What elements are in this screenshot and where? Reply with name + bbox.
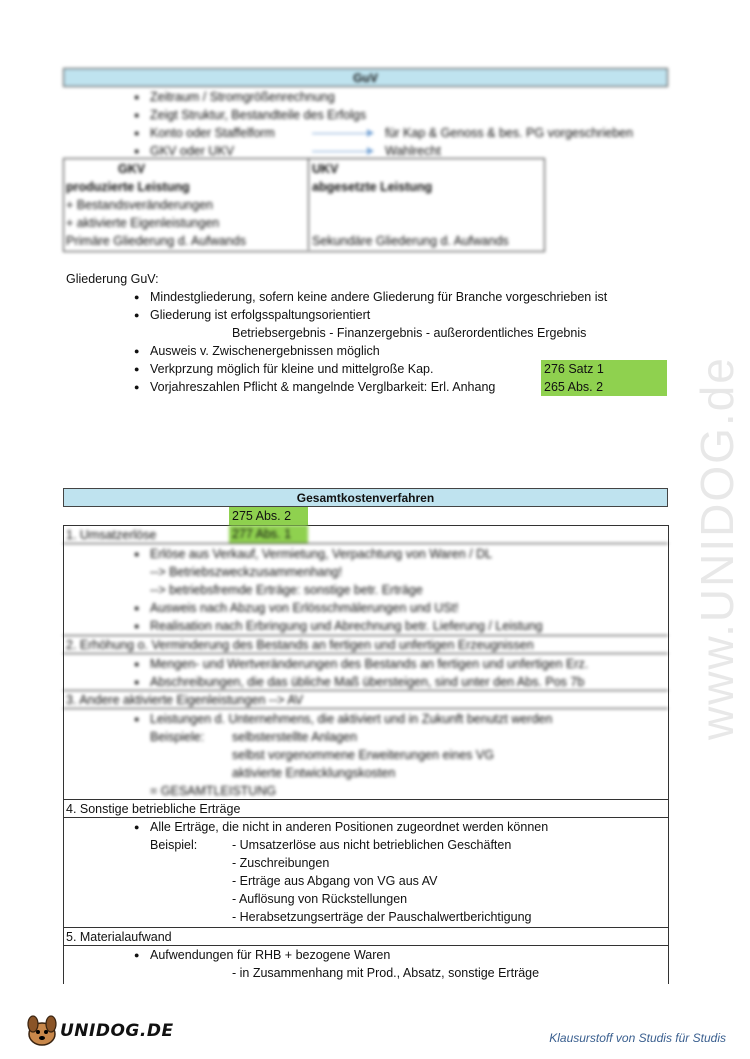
sec4-example: - Herabsetzungserträge der Pauschalwertberichtigung <box>232 910 532 924</box>
sec1-line: ● Erlöse aus Verkauf, Vermietung, Verpachtung von Waren / DL <box>150 545 492 563</box>
sec3-total: = GESAMTLEISTUNG <box>150 784 277 798</box>
gkv-box-sub: produzierte Leistung <box>66 180 190 194</box>
gliederung-bullet: ● Ausweis v. Zwischenergebnissen möglich <box>150 342 380 360</box>
sec4-beispiel: Beispiel: <box>150 838 198 852</box>
sec1-line: --> Betriebszweckzusammenhang! <box>150 565 343 579</box>
ukv-box-sub: abgesetzte Leistung <box>312 180 433 194</box>
sec4-title: 4. Sonstige betriebliche Erträge <box>66 802 241 816</box>
sec2-line: ● Abschreibungen, die das übliche Maß übersteigen, sind unter den Abs. Pos 7b <box>150 673 584 691</box>
sec4-example: - Umsatzerlöse aus nicht betrieblichen Geschäften <box>232 838 512 852</box>
row-divider <box>63 653 668 654</box>
top-bullet: ● Zeigt Struktur, Bestandteile des Erfolgs <box>150 106 366 124</box>
gkv-box-foot: Primäre Gliederung d. Aufwands <box>66 234 246 248</box>
guv-header: GuV <box>63 68 668 87</box>
gkv-box-title: GKV <box>118 162 146 176</box>
sec1-line: --> betriebsfremde Erträge: sonstige betr. Erträge <box>150 583 423 597</box>
arrow-icon <box>312 133 372 134</box>
sec4-example: - Auflösung von Rückstellungen <box>232 892 408 906</box>
sec1-line: ● Ausweis nach Abzug von Erlösschmälerungen und USt! <box>150 599 459 617</box>
gkv-ref-badge: 277 Abs. 1 <box>229 525 308 543</box>
watermark-text: www.UNIDOG.de <box>691 356 743 740</box>
box-divider <box>308 158 309 250</box>
arrow-text: für Kap & Genoss & bes. PG vorgeschrieben <box>385 126 634 140</box>
row-divider <box>63 708 668 709</box>
sec3-beispiel: Beispiele: <box>150 730 205 744</box>
sec1-line: ● Realisation nach Erbringung und Abrechnung betr. Lieferung / Leistung <box>150 617 543 635</box>
dog-icon <box>22 1012 62 1048</box>
gliederung-title: Gliederung GuV: <box>66 272 159 286</box>
gkv-box-line: + Bestandsveränderungen <box>66 198 213 212</box>
sec3-example: selbst vorgenommene Erweiterungen eines VG <box>232 748 494 762</box>
sec1-title: 1. Umsatzerlöse <box>66 528 157 542</box>
gkv-ref-badge: 275 Abs. 2 <box>229 507 308 525</box>
gkv-header: Gesamtkostenverfahren <box>63 488 668 507</box>
ref-badge: 276 Satz 1 <box>541 360 667 378</box>
top-bullet: ● Zeitraum / Stromgrößenrechnung <box>150 88 335 106</box>
row-divider <box>63 543 668 544</box>
sec2-title: 2. Erhöhung o. Verminderung des Bestands an fertigen und unfertigen Erzeugnissen <box>66 638 534 652</box>
gliederung-bullet: ● Gliederung ist erfolgsspaltungsorientiert <box>150 306 370 324</box>
sec5-sub: - in Zusammenhang mit Prod., Absatz, sonstige Erträge <box>232 966 540 980</box>
logo-text: UNIDOG.DE <box>60 1021 174 1041</box>
gliederung-sub: Betriebsergebnis - Finanzergebnis - außerordentliches Ergebnis <box>232 326 587 340</box>
gliederung-bullet: ● Mindestgliederung, sofern keine andere Gliederung für Branche vorgeschrieben ist <box>150 288 607 306</box>
unidog-logo <box>22 1012 182 1048</box>
arrow-icon <box>312 151 372 152</box>
sec3-example: selbsterstellte Anlagen <box>232 730 358 744</box>
gkv-box-line: + aktivierte Eigenleistungen <box>66 216 220 230</box>
sec4-example: - Zuschreibungen <box>232 856 330 870</box>
top-bullet: ● Konto oder Staffelform <box>150 124 275 142</box>
ukv-box-title: UKV <box>312 162 339 176</box>
gliederung-bullet: ● Vorjahreszahlen Pflicht & mangelnde Verglbarkeit: Erl. Anhang <box>150 378 495 396</box>
ref-badge: 265 Abs. 2 <box>541 378 667 396</box>
footer-slogan: Klausurstoff von Studis für Studis <box>549 1031 726 1045</box>
sec3-line: ● Leistungen d. Unternehmens, die aktiviert und in Zukunft benutzt werden <box>150 710 552 728</box>
sec3-title: 3. Andere aktivierte Eigenleistungen --> AV <box>66 693 304 707</box>
sec3-example: aktivierte Entwicklungskosten <box>232 766 396 780</box>
sec2-line: ● Mengen- und Wertveränderungen des Bestands an fertigen und unfertigen Erz. <box>150 655 588 673</box>
gliederung-bullet: ● Verkprzung möglich für kleine und mittelgroße Kap. <box>150 360 433 378</box>
sec4-line: ● Alle Erträge, die nicht in anderen Positionen zugeordnet werden können <box>150 818 548 836</box>
sec5-title: 5. Materialaufwand <box>66 930 172 944</box>
top-bullet: ● GKV oder UKV <box>150 142 234 160</box>
ukv-box-foot: Sekundäre Gliederung d. Aufwands <box>312 234 509 248</box>
sec5-line: ● Aufwendungen für RHB + bezogene Waren <box>150 946 390 964</box>
arrow-text: Wahlrecht <box>385 144 441 158</box>
sec4-example: - Erträge aus Abgang von VG aus AV <box>232 874 438 888</box>
